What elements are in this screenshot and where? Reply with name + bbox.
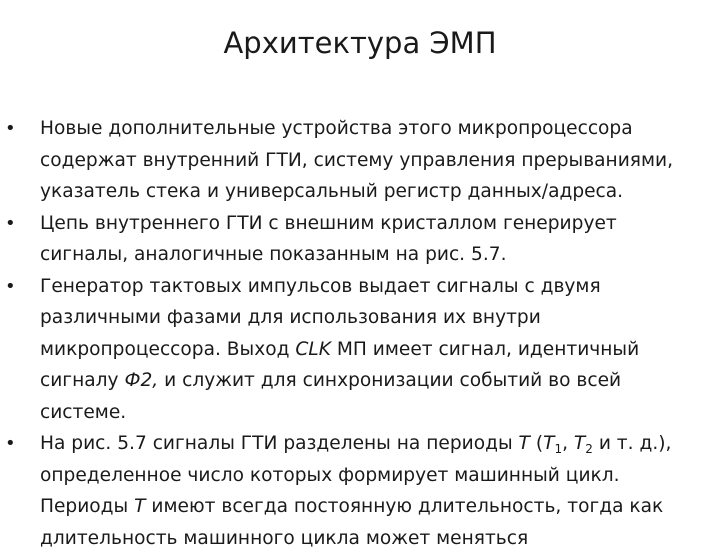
bullet-text-part: ( [529,433,544,454]
bullet-marker: • [5,433,16,454]
bullet-marker: • [5,275,16,297]
bullet-item [5,428,700,554]
bullet-text: Цепь внутреннего ГТИ с внешним кристаллом генерирует сигналы, аналогичные показанным на рис. 5.7. [40,212,617,265]
bullet-item [5,271,700,429]
bullet-item [5,208,700,271]
bullet-text-part: и служит для синхронизации событий во всей системе. [40,370,622,423]
period-symbol: Т [573,433,586,454]
bullet-text-part: МП имеет сигнал, идентичный сигналу [40,338,640,391]
bullet-text-part: Генератор тактовых импульсов выдает сигналы с двумя различными фазами для использования их внутри микропроцессора. Выход [40,275,601,360]
bullet-list [5,113,700,554]
bullet-text-part: и т. д.), определенное число которых формирует машинный цикл. Периоды [40,433,672,517]
bullet-marker: • [5,118,16,139]
period-symbol: Т [134,496,146,517]
phi2-signal-name: Ф2, [124,370,159,391]
bullet-text-part: , [562,433,574,454]
subscript: 2 [585,442,593,456]
bullet-text: Новые дополнительные устройства этого микропроцессора содержат внутренний ГТИ, систему управления прерываниями, указатель стека и универсальный регистр данных/адреса. [40,118,673,202]
period-symbol: Т [543,433,555,454]
subscript: 1 [554,442,563,456]
period-symbol: Т [518,433,530,454]
bullet-text-part: На рис. 5.7 сигналы ГТИ разделены на периоды [40,433,519,454]
clk-signal-name: CLK [295,338,331,360]
bullet-text-part: имеют всегда постоянную длительность, тогда как длительность машинного цикла может меняться [40,496,664,549]
bullet-item [5,113,700,208]
slide-title: Архитектура ЭМП [223,26,497,60]
bullet-marker: • [5,212,16,234]
